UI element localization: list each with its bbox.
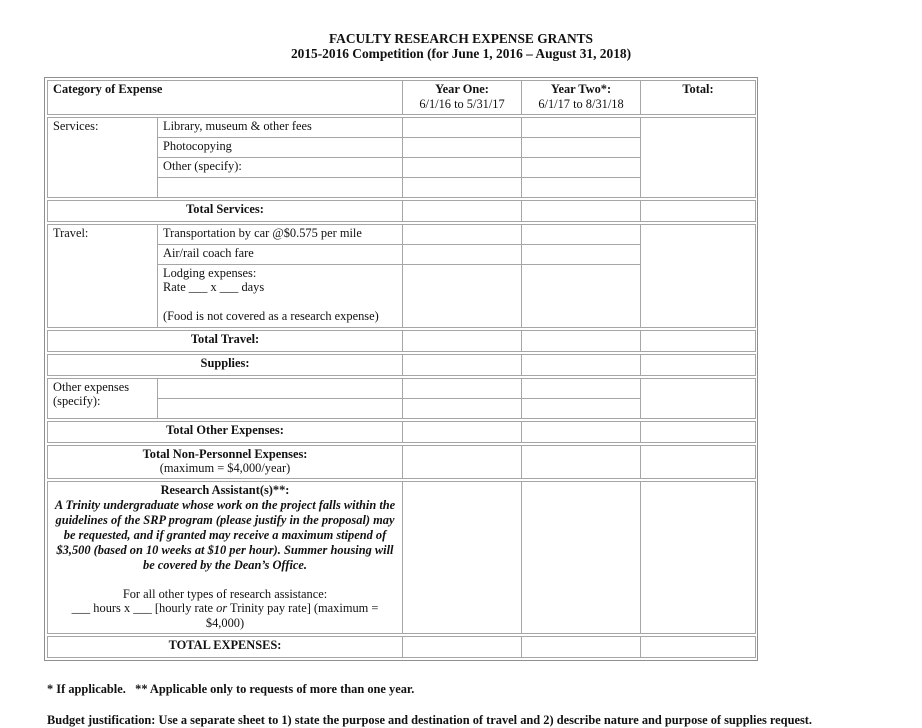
- services-library-year-two-cell[interactable]: [522, 117, 641, 137]
- total-travel-year-two-cell[interactable]: [522, 330, 641, 351]
- section-supplies: [47, 354, 756, 376]
- services-other-year-one-cell[interactable]: [403, 157, 522, 177]
- services-row-library-label: Library, museum & other fees: [158, 117, 403, 137]
- header-year-one-range: 6/1/16 to 5/31/17: [419, 96, 505, 111]
- section-other-expenses: [47, 378, 756, 419]
- other-expenses-row1-year-two-cell[interactable]: [522, 378, 641, 398]
- travel-airfare-year-two-cell[interactable]: [522, 244, 641, 264]
- services-row-other-label: Other (specify):: [158, 157, 403, 177]
- research-assistant-spacer: [53, 573, 397, 587]
- lodging-spacer: [163, 295, 397, 309]
- services-row-photocopying-label: Photocopying: [158, 137, 403, 157]
- services-blank-year-two-cell[interactable]: [522, 177, 641, 197]
- total-travel-label: Total Travel:: [48, 330, 403, 351]
- document-title: [0, 31, 922, 62]
- research-assistant-cell: [48, 482, 403, 634]
- other-expenses-row1-year-one-cell[interactable]: [403, 378, 522, 398]
- total-services-total-cell[interactable]: [641, 200, 756, 221]
- total-services-year-two-cell[interactable]: [522, 200, 641, 221]
- travel-lodging-year-two-cell[interactable]: [522, 264, 641, 327]
- lodging-line-2: Rate ___ x ___ days: [163, 280, 265, 295]
- lodging-line-3: (Food is not covered as a research expense): [163, 309, 379, 324]
- other-expenses-total-column-cell[interactable]: [641, 378, 756, 418]
- footnote-applicable: * If applicable. ** Applicable only to requests of more than one year.: [47, 682, 415, 697]
- section-total-expenses: [47, 636, 756, 658]
- total-expenses-label: TOTAL EXPENSES:: [48, 637, 403, 658]
- travel-transportation-year-one-cell[interactable]: [403, 224, 522, 244]
- services-photocopying-year-one-cell[interactable]: [403, 137, 522, 157]
- travel-lodging-year-one-cell[interactable]: [403, 264, 522, 327]
- research-hours-line: [53, 601, 397, 631]
- total-travel-total-cell[interactable]: [641, 330, 756, 351]
- travel-airfare-year-one-cell[interactable]: [403, 244, 522, 264]
- research-assistant-total-cell[interactable]: [641, 482, 756, 634]
- research-assistant-heading: Research Assistant(s)**:: [160, 483, 290, 498]
- expense-table: [44, 77, 758, 661]
- services-library-year-one-cell[interactable]: [403, 117, 522, 137]
- title-line-1: FACULTY RESEARCH EXPENSE GRANTS: [328, 31, 594, 46]
- non-personnel-year-two-cell[interactable]: [522, 445, 641, 479]
- header-year-one-label: Year One:: [435, 81, 489, 96]
- non-personnel-year-one-cell[interactable]: [403, 445, 522, 479]
- total-other-expenses-year-one-cell[interactable]: [403, 421, 522, 442]
- section-travel: [47, 224, 756, 328]
- hours-line-prefix: ___ hours x ___ [hourly rate: [71, 601, 217, 616]
- hours-line-or: or: [216, 601, 228, 616]
- section-non-personnel: [47, 445, 756, 480]
- total-travel-year-one-cell[interactable]: [403, 330, 522, 351]
- research-assistant-description: A Trinity undergraduate whose work on the project falls within the guidelines of the SRP program (please justify in the proposal) may be requested, and if granted may receive a maximum stipend of $3,500 (based on 10 weeks at $10 per hour). Summer housing will be covered by the Dean’s Office.: [54, 498, 396, 572]
- section-services: [47, 117, 756, 198]
- research-assistant-year-two-cell[interactable]: [522, 482, 641, 634]
- other-expenses-label-line-1: Other expenses: [53, 379, 130, 394]
- total-expenses-year-one-cell[interactable]: [403, 637, 522, 658]
- lodging-line-1: Lodging expenses:: [163, 265, 257, 280]
- travel-transportation-year-two-cell[interactable]: [522, 224, 641, 244]
- non-personnel-line-2: (maximum = $4,000/year): [159, 461, 291, 476]
- section-research-assistant: [47, 481, 756, 634]
- research-assistant-year-one-cell[interactable]: [403, 482, 522, 634]
- supplies-label: Supplies:: [48, 354, 403, 375]
- travel-row-transportation-label: Transportation by car @$0.575 per mile: [158, 224, 403, 244]
- supplies-year-one-cell[interactable]: [403, 354, 522, 375]
- supplies-total-cell[interactable]: [641, 354, 756, 375]
- section-total-other-expenses: [47, 421, 756, 443]
- header-year-two: [522, 80, 641, 114]
- section-total-services: [47, 200, 756, 222]
- total-other-expenses-year-two-cell[interactable]: [522, 421, 641, 442]
- other-expenses-row2-year-one-cell[interactable]: [403, 398, 522, 418]
- total-other-expenses-label: Total Other Expenses:: [48, 421, 403, 442]
- section-total-travel: [47, 330, 756, 352]
- total-expenses-year-two-cell[interactable]: [522, 637, 641, 658]
- other-expenses-label-line-2: (specify):: [53, 394, 101, 409]
- total-other-expenses-total-cell[interactable]: [641, 421, 756, 442]
- travel-label: Travel:: [48, 224, 158, 327]
- other-expenses-row1-description-cell[interactable]: [158, 378, 403, 398]
- total-services-year-one-cell[interactable]: [403, 200, 522, 221]
- non-personnel-label: [48, 445, 403, 479]
- non-personnel-line-1: Total Non-Personnel Expenses:: [142, 446, 308, 461]
- header-year-two-label: Year Two*:: [550, 81, 612, 96]
- footnote-budget-justification: Budget justification: Use a separate sheet to 1) state the purpose and destination of travel and 2) describe nature and purpose of supplies request.: [47, 713, 813, 728]
- header-year-one: [403, 80, 522, 114]
- other-expenses-row2-description-cell[interactable]: [158, 398, 403, 418]
- total-expenses-total-cell[interactable]: [641, 637, 756, 658]
- total-services-label: Total Services:: [48, 200, 403, 221]
- title-line-2: 2015-2016 Competition (for June 1, 2016 – August 31, 2018): [290, 46, 632, 62]
- non-personnel-total-cell[interactable]: [641, 445, 756, 479]
- research-assistance-line: For all other types of research assistance:: [122, 586, 328, 601]
- services-total-column-cell[interactable]: [641, 117, 756, 197]
- other-expenses-label: [48, 378, 158, 418]
- services-blank-year-one-cell[interactable]: [403, 177, 522, 197]
- hours-line-suffix: Trinity pay rate] (maximum = $4,000): [205, 601, 382, 631]
- header-year-two-range: 6/1/17 to 8/31/18: [538, 96, 624, 111]
- services-photocopying-year-two-cell[interactable]: [522, 137, 641, 157]
- supplies-year-two-cell[interactable]: [522, 354, 641, 375]
- services-row-blank-label[interactable]: [158, 177, 403, 197]
- header-total: Total:: [641, 80, 756, 114]
- services-label: Services:: [48, 117, 158, 197]
- travel-total-column-cell[interactable]: [641, 224, 756, 327]
- other-expenses-row2-year-two-cell[interactable]: [522, 398, 641, 418]
- services-other-year-two-cell[interactable]: [522, 157, 641, 177]
- section-header: [47, 80, 756, 115]
- header-category-of-expense: Category of Expense: [48, 80, 403, 114]
- travel-row-airfare-label: Air/rail coach fare: [158, 244, 403, 264]
- travel-row-lodging-label: [158, 264, 403, 327]
